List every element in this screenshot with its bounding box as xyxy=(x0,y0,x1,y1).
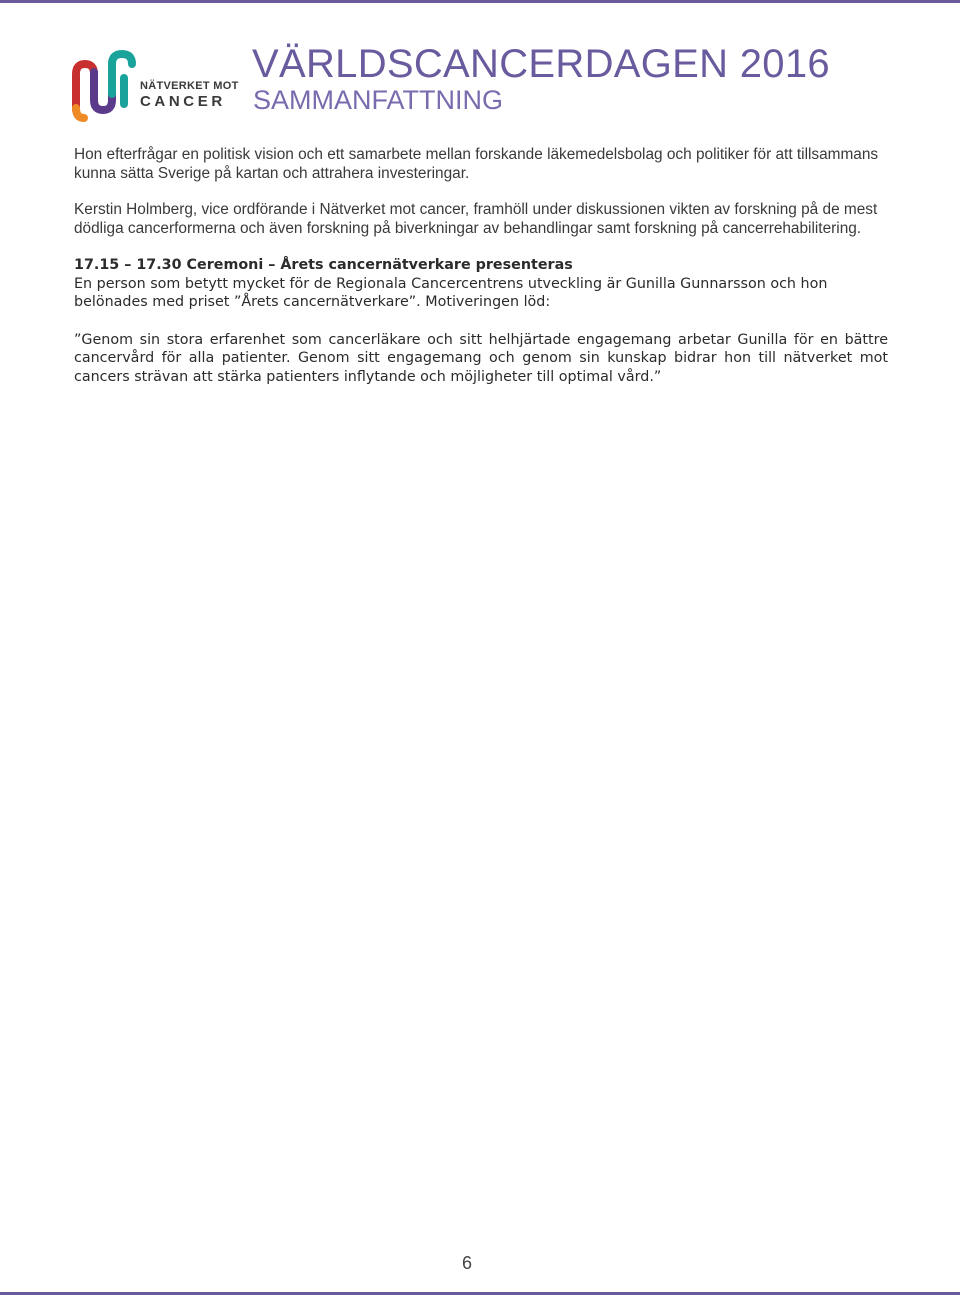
paragraph-1: Hon efterfrågar en politisk vision och ett samarbete mellan forskande läkemedelsbolag och politiker för att tillsammans kunna sätta Sverige på kartan och attrahera investeringar. xyxy=(74,146,879,182)
paragraph-3: En person som betytt mycket för de Regionala Cancercentrens utveckling är Gunilla Gunnarsson och hon belönades med priset ”Årets cancernätverkare”. Motiveringen löd: xyxy=(74,275,828,310)
page-title: VÄRLDSCANCERDAGEN 2016 xyxy=(252,42,830,86)
section-heading: 17.15 – 17.30 Ceremoni – Årets cancernätverkare presenteras xyxy=(74,257,573,273)
logo xyxy=(72,48,239,122)
page-subtitle: SAMMANFATTNING xyxy=(253,85,504,115)
logo-line-2: CANCER xyxy=(140,93,226,110)
quote-paragraph: ”Genom sin stora erfarenhet som cancerläkare och sitt helhjärtade engagemang arbetar Gunilla för en bättre cancervård för alla patienter. Genom sitt engagemang och genom sin kunskap bidrar hon till nätverket mot cancers strävan att stärka patienters inflytande och möjligheter till optimal vård.” xyxy=(74,331,888,385)
top-border xyxy=(0,0,960,3)
paragraph-2: Kerstin Holmberg, vice ordförande i Nätverket mot cancer, framhöll under diskussionen vikten av forskning på de mest dödliga cancerformerna och även forskning på biverkningar av behandlingar samt forskning på cancerrehabilitering. xyxy=(74,201,878,237)
logo-mark-icon xyxy=(72,48,140,122)
logo-line-1: NÄTVERKET MOT xyxy=(140,80,239,92)
page-number: 6 xyxy=(461,1253,472,1273)
logo-wordmark xyxy=(140,80,239,111)
document-body xyxy=(74,146,888,386)
